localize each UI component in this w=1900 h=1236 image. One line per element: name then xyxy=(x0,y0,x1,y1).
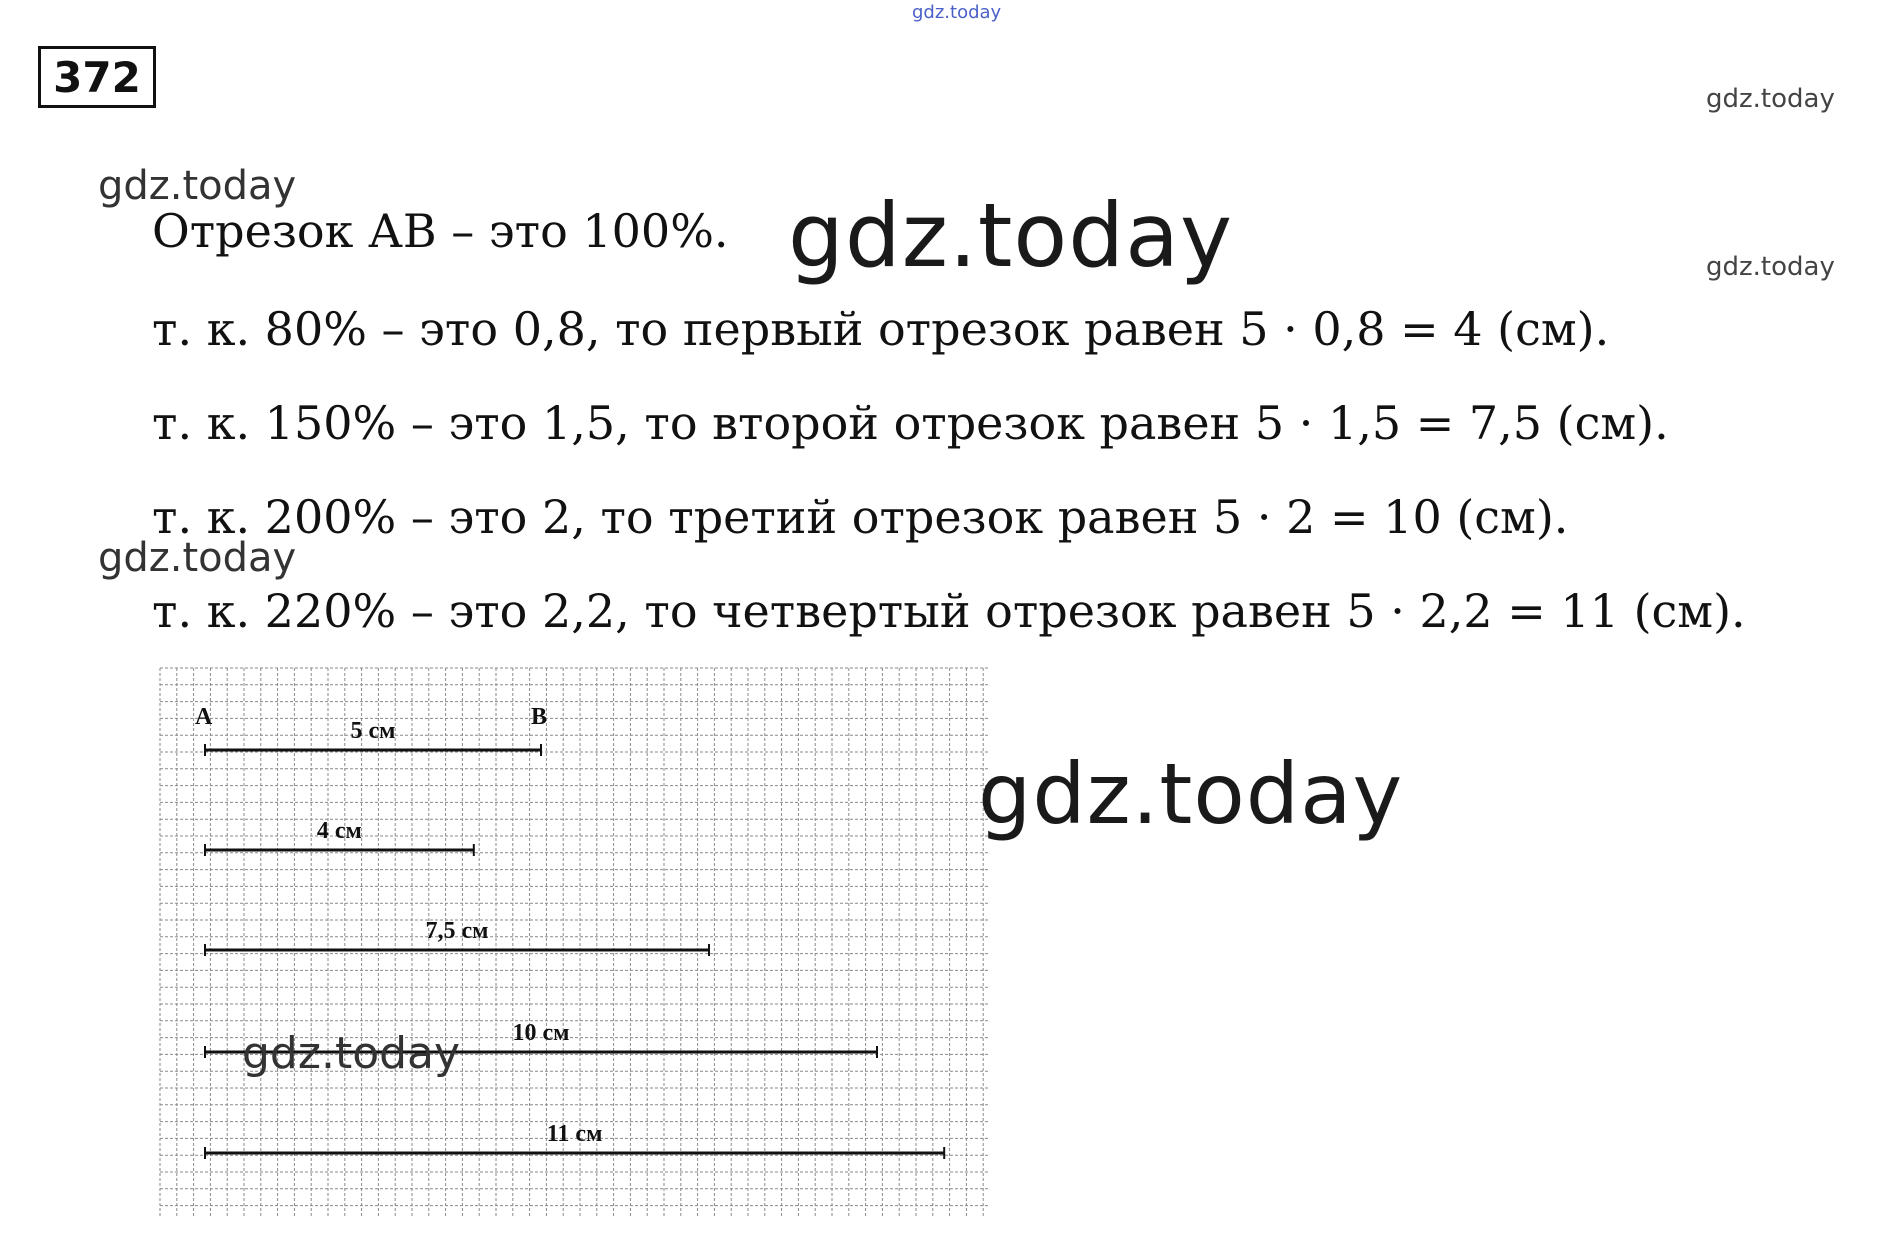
segment-length-label: 11 см xyxy=(546,1121,603,1147)
solution-line-1: Отрезок АВ – это 100%. xyxy=(152,204,729,258)
solution-line-5: т. к. 220% – это 2,2, то четвертый отрезок равен 5 · 2,2 = 11 (см). xyxy=(152,584,1746,638)
segment-length-label: 10 см xyxy=(512,1020,570,1046)
segment-length-label: 5 см xyxy=(350,718,396,744)
watermark-left-2: gdz.today xyxy=(98,535,297,581)
solution-line-3: т. к. 150% – это 1,5, то второй отрезок равен 5 · 1,5 = 7,5 (см). xyxy=(152,396,1669,450)
watermark-top: gdz.today xyxy=(912,2,1002,23)
solution-line-4: т. к. 200% – это 2, то третий отрезок равен 5 · 2 = 10 (см). xyxy=(152,490,1569,544)
solution-line-2: т. к. 80% – это 0,8, то первый отрезок равен 5 · 0,8 = 4 (см). xyxy=(152,302,1610,356)
watermark-large-1: gdz.today xyxy=(788,184,1234,287)
watermark-right-2: gdz.today xyxy=(1706,252,1835,282)
watermark-large-2: gdz.today xyxy=(978,745,1404,843)
point-b-label: B xyxy=(531,704,548,730)
segment-length-label: 4 см xyxy=(316,818,362,844)
segment-length-label: 7,5 см xyxy=(425,918,489,944)
watermark-grid: gdz.today xyxy=(242,1028,461,1079)
point-a-label: A xyxy=(195,704,213,730)
watermark-right-1: gdz.today xyxy=(1706,84,1835,114)
watermark-left-1: gdz.today xyxy=(98,163,297,209)
segments-group xyxy=(205,718,944,1159)
problem-number: 372 xyxy=(53,52,141,102)
